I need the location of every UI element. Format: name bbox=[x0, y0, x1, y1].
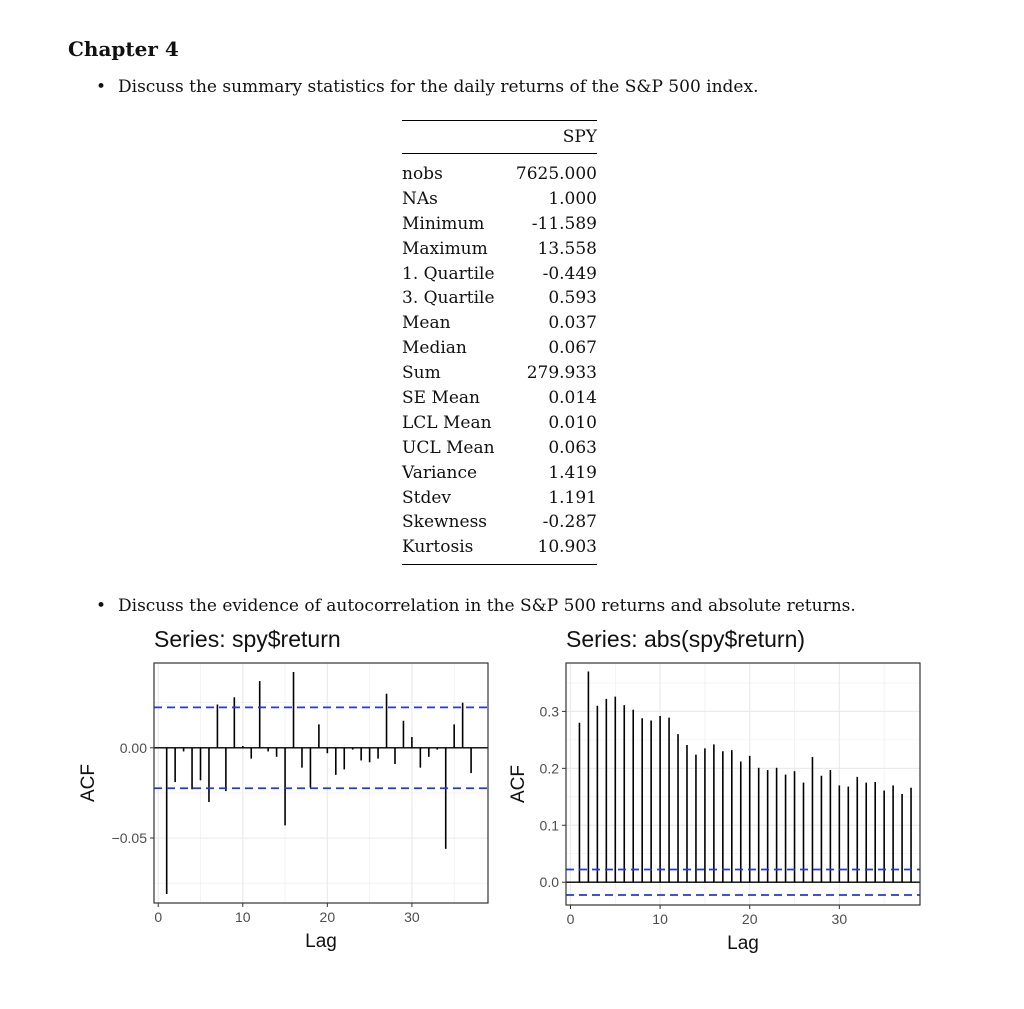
chapter-heading: Chapter 4 bbox=[68, 37, 179, 61]
acf-chart-absolute-returns-svg bbox=[492, 625, 928, 960]
chart-title: Series: abs(spy$return) bbox=[566, 626, 806, 652]
acf-chart-returns-svg bbox=[70, 625, 502, 960]
table-row bbox=[402, 336, 597, 361]
row-value: 10.903 bbox=[537, 537, 597, 558]
bullet-text: Discuss the summary statistics for the daily returns of the S&P 500 index. bbox=[118, 77, 759, 97]
summary-statistics-table bbox=[402, 120, 597, 565]
row-label: Median bbox=[402, 338, 467, 359]
y-axis-label: ACF bbox=[78, 764, 99, 802]
row-value: 1.419 bbox=[548, 462, 597, 483]
table-header bbox=[402, 121, 597, 153]
row-value: 0.037 bbox=[548, 313, 597, 334]
table-row bbox=[402, 461, 597, 486]
y-tick-label: 0.3 bbox=[539, 703, 559, 720]
row-value: 0.010 bbox=[548, 412, 597, 433]
row-label: Mean bbox=[402, 313, 451, 334]
x-axis-label: Lag bbox=[727, 933, 759, 954]
row-label: Kurtosis bbox=[402, 537, 474, 558]
row-value: 1.000 bbox=[548, 188, 597, 209]
table-row bbox=[402, 212, 597, 237]
row-label: LCL Mean bbox=[402, 412, 492, 433]
table-row bbox=[402, 237, 597, 262]
row-value: 13.558 bbox=[537, 238, 597, 259]
y-tick-label: 0.00 bbox=[119, 739, 147, 756]
table-row bbox=[402, 311, 597, 336]
y-tick-label: 0.2 bbox=[539, 760, 559, 777]
x-tick-label: 0 bbox=[566, 911, 575, 927]
table-row bbox=[402, 411, 597, 436]
y-tick-label: 0.1 bbox=[539, 817, 559, 834]
table-column-header: SPY bbox=[562, 127, 597, 147]
x-tick-label: 10 bbox=[652, 911, 668, 927]
row-label: Skewness bbox=[402, 512, 488, 533]
row-value: -0.287 bbox=[542, 512, 597, 533]
row-label: Variance bbox=[402, 462, 478, 483]
row-value: 0.014 bbox=[548, 388, 597, 409]
acf-chart-returns bbox=[70, 625, 502, 960]
table-row bbox=[402, 386, 597, 411]
row-label: NAs bbox=[402, 188, 438, 209]
row-value: 1.191 bbox=[548, 487, 597, 508]
row-label: Maximum bbox=[402, 238, 488, 259]
x-axis-label: Lag bbox=[305, 931, 337, 952]
bullet-summary-statistics bbox=[96, 77, 758, 97]
row-label: Sum bbox=[402, 363, 441, 384]
row-value: 0.067 bbox=[548, 338, 597, 359]
bullet-dot: • bbox=[96, 596, 107, 616]
table-row bbox=[402, 510, 597, 535]
table-row bbox=[402, 286, 597, 311]
table-row bbox=[402, 535, 597, 560]
x-tick-label: 30 bbox=[404, 909, 420, 925]
row-value: 7625.000 bbox=[515, 164, 597, 184]
row-label: 3. Quartile bbox=[402, 288, 495, 309]
x-tick-label: 0 bbox=[154, 909, 163, 925]
x-tick-label: 30 bbox=[831, 911, 848, 927]
y-tick-label: 0.0 bbox=[539, 874, 559, 891]
table-body bbox=[402, 154, 597, 564]
x-tick-label: 10 bbox=[234, 909, 251, 925]
row-label: 1. Quartile bbox=[402, 263, 495, 284]
bullet-text: Discuss the evidence of autocorrelation in the S&P 500 returns and absolute returns. bbox=[118, 596, 856, 616]
x-tick-label: 20 bbox=[319, 909, 336, 925]
acf-chart-absolute-returns bbox=[492, 625, 928, 960]
row-value: 0.593 bbox=[548, 288, 597, 309]
row-label: nobs bbox=[402, 164, 443, 184]
table-row bbox=[402, 486, 597, 511]
row-value: -0.449 bbox=[542, 263, 597, 284]
chart-title: Series: spy$return bbox=[154, 626, 341, 652]
table-row bbox=[402, 162, 597, 187]
y-tick-label: −0.05 bbox=[111, 830, 147, 847]
y-axis-label: ACF bbox=[508, 765, 529, 803]
row-label: Minimum bbox=[402, 213, 485, 234]
panel-border bbox=[154, 663, 488, 903]
bullet-autocorrelation bbox=[96, 596, 856, 616]
table-row bbox=[402, 262, 597, 287]
bullet-dot: • bbox=[96, 77, 107, 97]
table-bottom-rule bbox=[402, 564, 597, 565]
row-label: UCL Mean bbox=[402, 437, 495, 458]
row-label: Stdev bbox=[402, 487, 452, 508]
table-row bbox=[402, 361, 597, 386]
table-row bbox=[402, 436, 597, 461]
table-row bbox=[402, 187, 597, 212]
row-value: 0.063 bbox=[548, 437, 597, 458]
row-value: -11.589 bbox=[531, 213, 597, 234]
row-value: 279.933 bbox=[526, 363, 597, 384]
x-tick-label: 20 bbox=[741, 911, 758, 927]
row-label: SE Mean bbox=[402, 388, 481, 409]
